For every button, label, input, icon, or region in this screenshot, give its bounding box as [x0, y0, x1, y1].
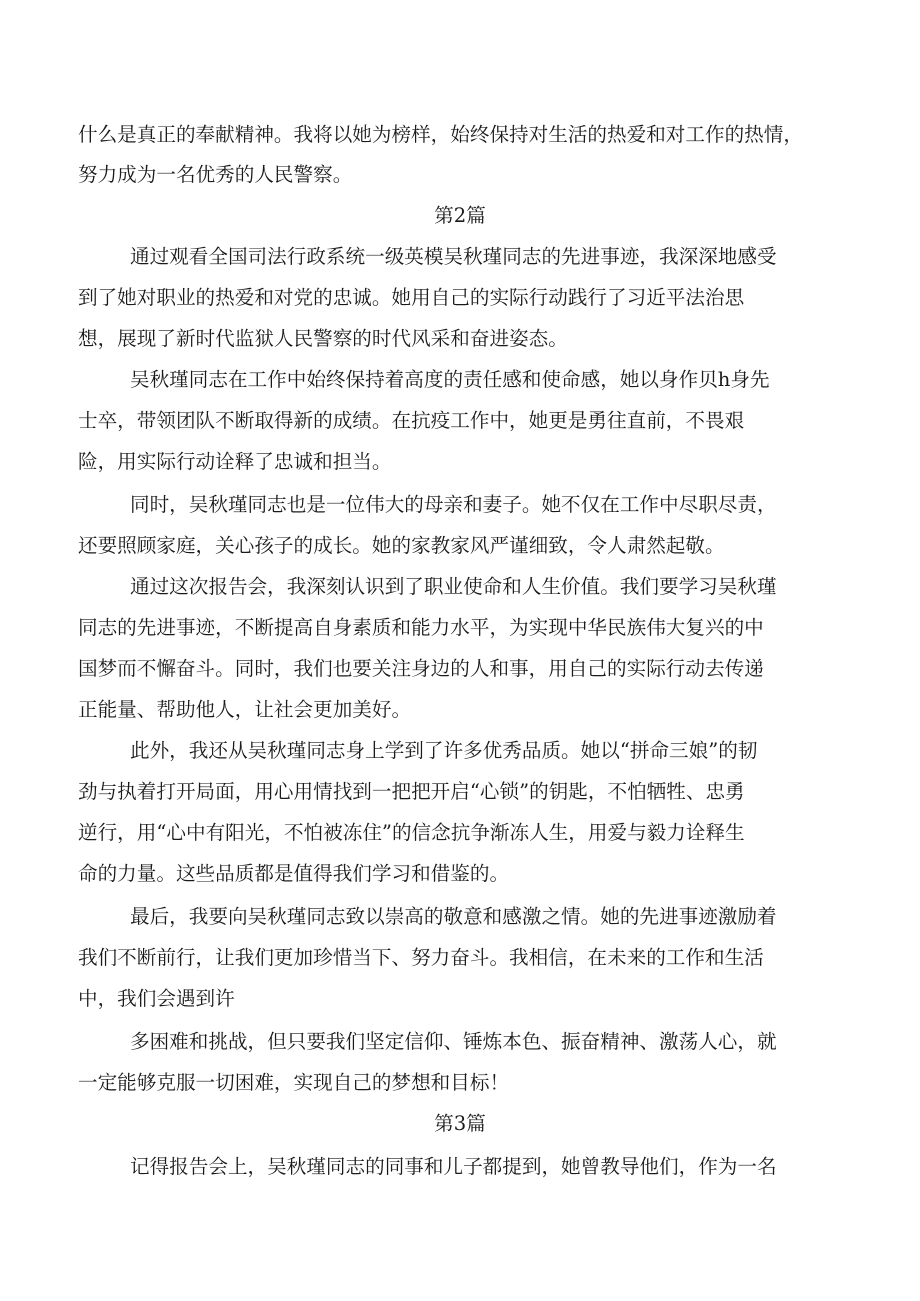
- text-line: 劲与执着打开局面，用心用情找到一把把开启“心锁”的钥匙，不怕牺牲、忠勇: [78, 780, 745, 803]
- text-line: 逆行，用“心中有阳光，不怕被冻住”的信念抗争渐冻人生，用爱与毅力诠释生: [78, 821, 745, 844]
- text-line: 此外，我还从吴秋瑾同志身上学到了许多优秀品质。她以“拼命三娘”的韧: [130, 739, 758, 762]
- text-line: 还要照顾家庭，关心孩子的成长。她的家教家风严谨细致，令人肃然起敬。: [78, 534, 725, 557]
- text-line: 多困难和挑战，但只要我们坚定信仰、锤炼本色、振奋精神、激荡人心，就: [130, 1030, 777, 1053]
- text-line: 士卒，带领团队不断取得新的成绩。在抗疫工作中，她更是勇往直前，不畏艰: [78, 409, 745, 432]
- text-line: 记得报告会上，吴秋瑾同志的同事和儿子都提到，她曾教导他们，作为一名: [130, 1155, 777, 1178]
- text-line: 中，我们会遇到许: [78, 987, 235, 1010]
- text-line: 到了她对职业的热爱和对党的忠诚。她用自己的实际行动践行了习近平法治思: [78, 286, 745, 309]
- text-line: 通过这次报告会，我深刻认识到了职业使命和人生价值。我们要学习吴秋瑾: [130, 575, 777, 598]
- section-heading: 第2篇: [434, 204, 486, 227]
- text-line: 最后，我要向吴秋瑾同志致以崇高的敬意和感激之情。她的先进事迹激励着: [130, 905, 777, 928]
- text-line: 同志的先进事迹，不断提高自身素质和能力水平，为实现中华民族伟大复兴的中: [78, 616, 764, 639]
- text-line: 吴秋瑾同志在工作中始终保持着高度的责任感和使命感，她以身作贝h身先: [130, 368, 770, 391]
- text-line: 同时，吴秋瑾同志也是一位伟大的母亲和妻子。她不仅在工作中尽职尽责，: [130, 493, 777, 516]
- text-line: 什么是真正的奉献精神。我将以她为榜样，始终保持对生活的热爱和对工作的热情，: [78, 123, 803, 146]
- text-line: 通过观看全国司法行政系统一级英模吴秋瑾同志的先进事迹，我深深地感受: [130, 245, 777, 268]
- text-line: 想，展现了新时代监狱人民警察的时代风采和奋进姿态。: [78, 327, 568, 350]
- text-line: 正能量、帮助他人，让社会更加美好。: [78, 698, 412, 721]
- text-line: 命的力量。这些品质都是值得我们学习和借鉴的。: [78, 862, 510, 885]
- text-line: 一定能够克服一切困难，实现自己的梦想和目标！: [78, 1071, 510, 1094]
- text-line: 国梦而不懈奋斗。同时，我们也要关注身边的人和事，用自己的实际行动去传递: [78, 657, 764, 680]
- text-line: 险，用实际行动诠释了忠诚和担当。: [78, 450, 392, 473]
- text-line: 努力成为一名优秀的人民警察。: [78, 163, 353, 186]
- section-heading: 第3篇: [434, 1112, 486, 1135]
- text-line: 我们不断前行，让我们更加珍惜当下、努力奋斗。我相信，在未来的工作和生活: [78, 946, 764, 969]
